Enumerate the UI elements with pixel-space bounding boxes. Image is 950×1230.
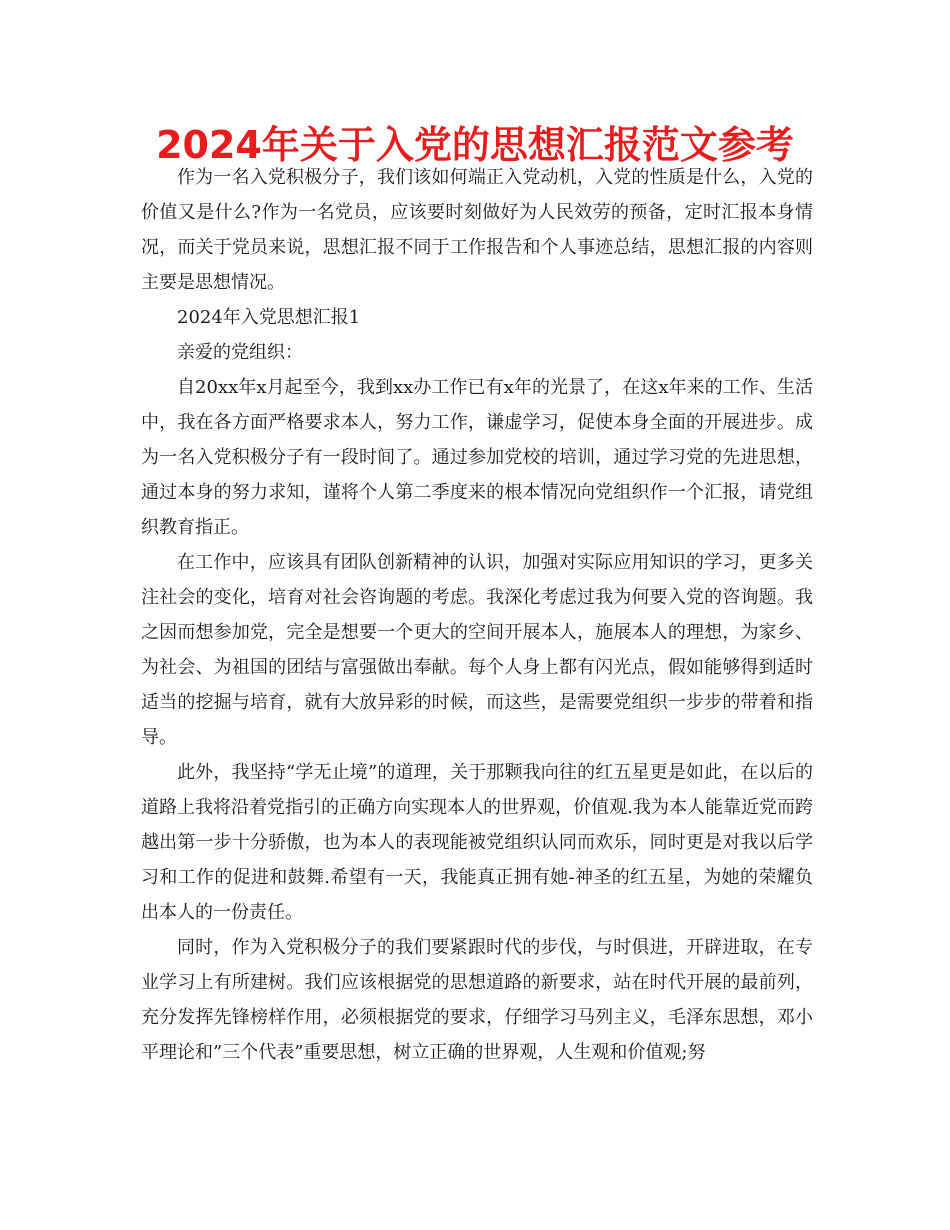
paragraph-learning: 此外，我坚持“学无止境”的道理，关于那颗我向往的红五星更是如此，在以后的道路上我将沿着党指引的正确方向实现本人的世界观，价值观.我为本人能靠近党而跨越出第一步十分骄傲，也为本人的表现能被党组织认同而欢乐，同时更是对我以后学习和工作的促进和鼓舞.希望有一天，我能真正拥有她-神圣的红五星，为她的荣耀负出本人的一份责任。 (141, 762, 813, 923)
salutation: 亲爱的党组织： (177, 342, 303, 363)
paragraph-intro: 作为一名入党积极分子，我们该如何端正入党动机，入党的性质是什么，入党的价值又是什么?作为一名党员，应该要时刻做好为人民效劳的预备，定时汇报本身情况，而关于党员来说，思想汇报不同于工作报告和个人事迹总结，思想汇报的内容则主要是思想情况。 (141, 167, 813, 293)
paragraph-work-reflection: 在工作中，应该具有团队创新精神的认识，加强对实际应用知识的学习，更多关注社会的变化，培育对社会咨询题的考虑。我深化考虑过我为何要入党的咨询题。我之因而想参加党，完全是想要一个更大的空间开展本人，施展本人的理想，为家乡、为社会、为祖国的团结与富强做出奉献。每个人身上都有闪光点，假如能够得到适时适当的挖掘与培育，就有大放异彩的时候，而这些，是需要党组织一步步的带着和指导。 (141, 552, 813, 748)
section-heading: 2024年入党思想汇报1 (177, 307, 361, 328)
document-body (141, 160, 813, 1070)
paragraph-progress: 同时，作为入党积极分子的我们要紧跟时代的步伐，与时俱进，开辟进取，在专业学习上有所建树。我们应该根据党的思想道路的新要求，站在时代开展的最前列，充分发挥先锋榜样作用，必须根据党的要求，仔细学习马列主义，毛泽东思想，邓小平理论和”三个代表”重要思想，树立正确的世界观，人生观和价值观;努 (141, 937, 813, 1063)
paragraph-work-summary: 自20xx年x月起至今，我到xx办工作已有x年的光景了，在这x年来的工作、生活中，我在各方面严格要求本人，努力工作，谦虚学习，促使本身全面的开展进步。成为一名入党积极分子有一段时间了。通过参加党校的培训，通过学习党的先进思想，通过本身的努力求知，谨将个人第二季度来的根本情况向党组织作一个汇报，请党组织教育指正。 (141, 377, 813, 538)
document-title: 2024年关于入党的思想汇报范文参考 (156, 123, 794, 167)
